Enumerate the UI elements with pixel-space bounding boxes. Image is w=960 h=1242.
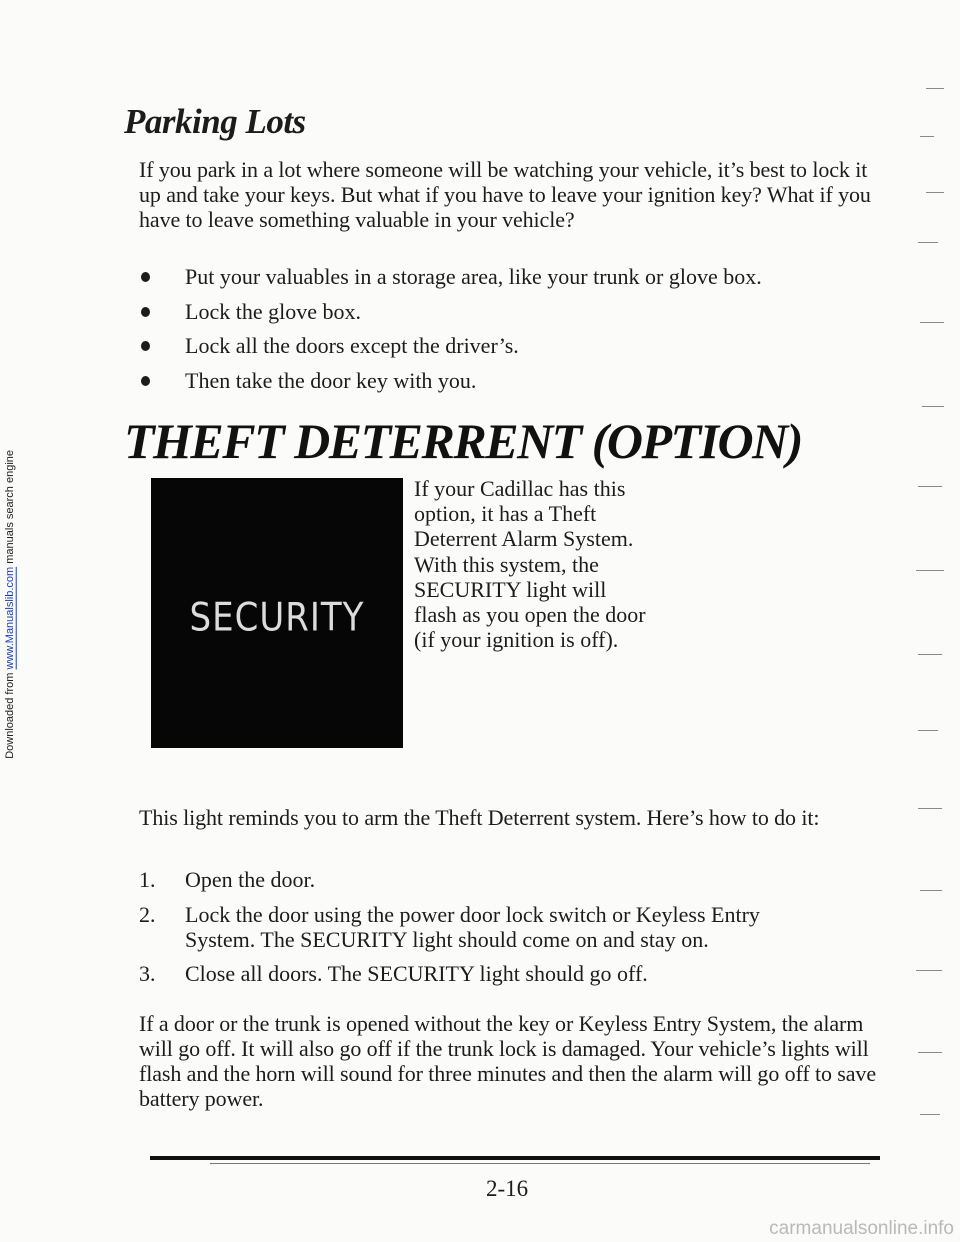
list-item xyxy=(139,961,835,986)
manualslib-link[interactable]: www.Manualslib.com xyxy=(4,566,16,670)
margin-tick-marks xyxy=(910,70,950,1130)
download-note-suffix: manuals search engine xyxy=(4,450,16,567)
parking-tips-list xyxy=(139,264,762,402)
step-number: 1. xyxy=(139,867,156,892)
arming-steps-list xyxy=(139,867,835,996)
step-text: Lock the door using the power door lock switch or Keyless Entry System. The SECURITY light should come on and stay on. xyxy=(185,901,760,952)
bullet-icon xyxy=(141,272,150,282)
theft-deterrent-heading: THEFT DETERRENT (OPTION) xyxy=(124,413,802,469)
alarm-behavior-paragraph: If a door or the trunk is opened without the key or Keyless Entry System, the alarm will go off. It will also go off if the trunk lock is damaged. Your vehicle’s lights will flash and the horn will sound for three minutes and then the alarm will go off to save battery power. xyxy=(139,1011,876,1111)
security-indicator-image xyxy=(151,478,403,748)
page-number: 2-16 xyxy=(486,1176,529,1201)
list-item xyxy=(139,333,762,358)
arm-reminder-paragraph: This light reminds you to arm the Theft Deterrent system. Here’s how to do it: xyxy=(139,805,820,830)
list-item xyxy=(139,368,762,393)
step-number: 2. xyxy=(139,901,156,927)
list-item xyxy=(139,902,835,952)
step-text: Open the door. xyxy=(185,867,316,892)
bullet-text: Lock the glove box. xyxy=(185,298,361,324)
parking-intro-paragraph: If you park in a lot where someone will be watching your vehicle, it’s best to lock it up and take your keys. But what if you have to leave your ignition key? What if you have to leave something valuable in your vehicle? xyxy=(139,157,871,232)
step-text: Close all doors. The SECURITY light should go off. xyxy=(185,961,648,986)
footer-rule-thin xyxy=(210,1163,870,1164)
parking-lots-title: Parking Lots xyxy=(124,102,306,141)
download-note-prefix: Downloaded from xyxy=(4,669,16,759)
footer-rule xyxy=(150,1156,880,1160)
list-item xyxy=(139,264,762,289)
bullet-text: Put your valuables in a storage area, like your trunk or glove box. xyxy=(185,264,762,289)
list-item xyxy=(139,867,835,892)
bullet-text: Then take the door key with you. xyxy=(185,367,477,393)
theft-option-description: If your Cadillac has this option, it has a Theft Deterrent Alarm System. With this system, the SECURITY light will flash as you open the door (if your ignition is off). xyxy=(414,476,646,653)
site-watermark: carmanualsonline.info xyxy=(769,1218,954,1239)
bullet-text: Lock all the doors except the driver’s. xyxy=(185,333,519,358)
bullet-icon xyxy=(141,376,150,386)
download-source-note xyxy=(4,450,16,759)
list-item xyxy=(139,299,762,324)
security-indicator-label: SECURITY xyxy=(189,595,365,641)
bullet-icon xyxy=(141,341,150,351)
step-number: 3. xyxy=(139,961,156,986)
bullet-icon xyxy=(141,307,150,317)
